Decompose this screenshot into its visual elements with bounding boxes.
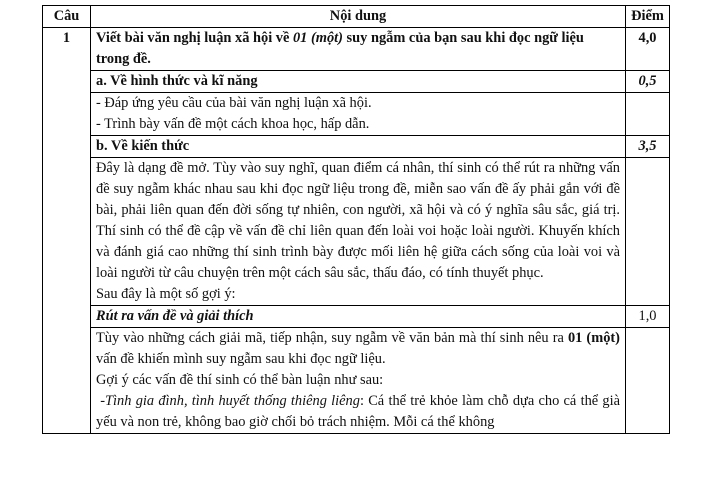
section-b-title: b. Về kiến thức [91,136,626,158]
section-b-body-score [626,158,670,306]
section-a-item: - Trình bày vấn đề một cách khoa học, hấp dẫn. [96,116,370,132]
subsection-body [91,328,626,434]
header-question: Câu [43,6,91,28]
task-row [43,28,670,71]
task-count: 01 (một) [292,30,343,46]
section-a-items-score [626,93,670,136]
task-suffix: suy ngẫm của bạn sau khi đọc ngữ liệu trong đề. [96,30,584,67]
intro-bold: 01 (một) [567,330,620,346]
question-number: 1 [43,28,91,434]
task-statement [91,28,626,71]
subsection-point [96,391,620,433]
section-a-item: - Đáp ứng yêu cầu của bài văn nghị luận xã hội. [96,95,372,111]
subsection-score: 1,0 [626,306,670,328]
section-a-score: 0,5 [626,71,670,93]
header-content: Nội dung [91,6,626,28]
section-a-items-row [43,93,670,136]
header-score: Điểm [626,6,670,28]
section-b-body [91,158,626,306]
intro-post: vấn đề khiến mình suy ngẫm sau khi đọc ngữ liệu. [96,351,386,367]
point-label: -Tình gia đình, tình huyết thống thiêng liêng [100,393,360,409]
subsection-hint: Gợi ý các vấn đề thí sinh có thể bàn luận như sau: [96,372,384,388]
section-b-paragraph: Đây là dạng đề mở. Tùy vào suy nghĩ, quan điểm cá nhân, thí sinh có thể rút ra những vấn đề suy ngẫm khác nhau sau khi đọc ngữ liệu trong đề, miễn sao vấn đề ấy phải gắn với đề bài, phải liên quan đến đời sống tự nhiên, con người, xã hội và có ý nghĩa sâu sắc, giá trị. Thí sinh có thể đề cập về vấn đề chỉ liên quan đến loài voi hoặc loài người. Khuyến khích và đánh giá cao những thí sinh trình bày được mối liên hệ giữa cách sống của loài voi và loài người từ câu chuyện trên một cách sâu sắc, thấu đáo, có tính thuyết phục. [96,160,620,281]
header-row [43,6,670,28]
section-b-body-row [43,158,670,306]
section-b-score: 3,5 [626,136,670,158]
subsection-body-score [626,328,670,434]
section-a-items [91,93,626,136]
point-text: : Cá thể trẻ khỏe làm chỗ dựa cho cá thể già yếu và non trẻ, không bao giờ chối bỏ trách nhiệm. Mỗi cá thể không [96,393,620,430]
task-score: 4,0 [626,28,670,71]
subsection-intro [96,328,620,370]
section-b-suggest: Sau đây là một số gợi ý: [96,286,236,302]
task-prefix: Viết bài văn nghị luận xã hội về [96,30,293,46]
subsection-title: Rút ra vấn đề và giải thích [91,306,626,328]
grading-rubric-table [42,5,670,434]
subsection-title-row [43,306,670,328]
section-a-title: a. Về hình thức và kĩ năng [91,71,626,93]
section-b-title-row [43,136,670,158]
subsection-body-row [43,328,670,434]
section-a-title-row [43,71,670,93]
intro-pre: Tùy vào những cách giải mã, tiếp nhận, suy ngẫm về văn bản mà thí sinh nêu ra [96,330,568,346]
